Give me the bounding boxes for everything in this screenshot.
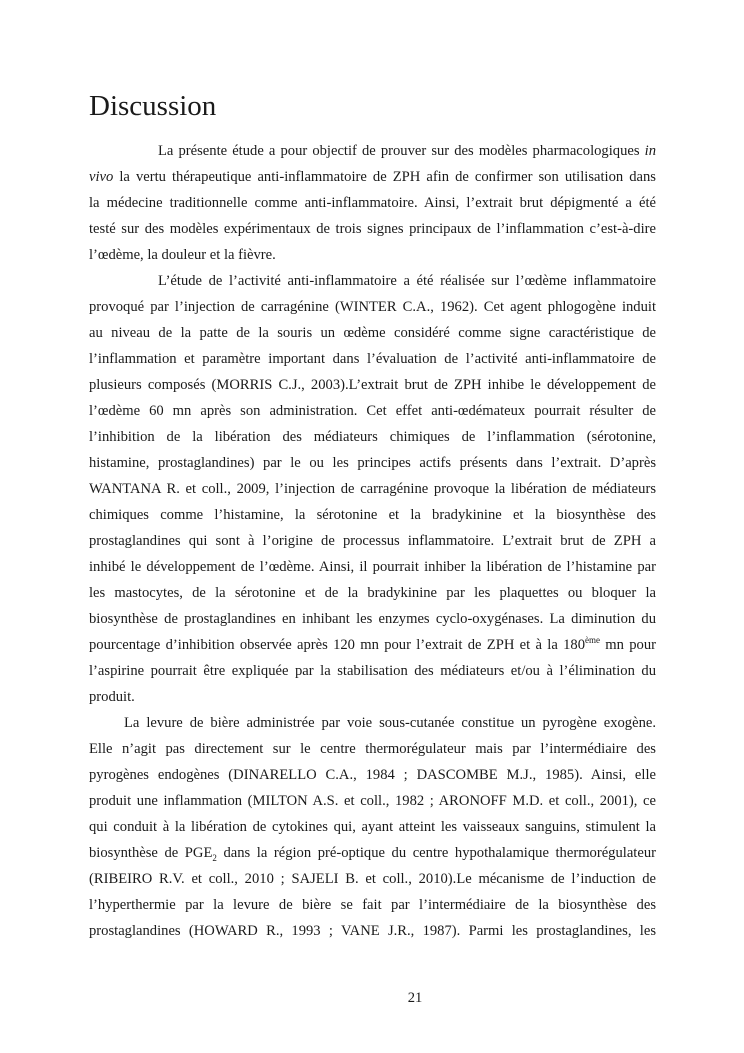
text-line: L’étude de l’activité anti-inflammatoire a été réalisée sur l’œdème inflammatoire: [158, 273, 656, 289]
text-line: au niveau de la patte de la souris un œdème considéré comme signe caractéristique de: [89, 325, 656, 341]
text-line: l’inflammation et paramètre important dans l’évaluation de l’activité anti-inflammatoire de: [89, 351, 656, 367]
text-line: les mastocytes, de la sérotonine et de la bradykinine par les plaquettes ou bloquer la: [89, 585, 656, 601]
text-line: plusieurs composés (MORRIS C.J., 2003).L’extrait brut de ZPH inhibe le développement de: [89, 377, 656, 393]
text-line: provoqué par l’injection de carragénine (WINTER C.A., 1962). Cet agent phlogogène induit: [89, 299, 656, 315]
text-line: (RIBEIRO R.V. et coll., 2010 ; SAJELI B. et coll., 2010).Le mécanisme de l’induction de: [89, 871, 656, 887]
text-line: La présente étude a pour objectif de prouver sur des modèles pharmacologiques in: [158, 143, 656, 159]
text-line: l’œdème 60 mn après son administration. Cet effet anti-œdémateux pourrait résulter de: [89, 403, 656, 419]
text-line: vivo la vertu thérapeutique anti-inflammatoire de ZPH afin de confirmer son utilisation dans: [89, 169, 656, 185]
section-title: Discussion: [89, 90, 217, 122]
text-line: l’aspirine pourrait être expliquée par la stabilisation des médiateurs et/ou à l’élimination du: [89, 663, 656, 679]
text-line: La levure de bière administrée par voie sous-cutanée constitue un pyrogène exogène.: [124, 715, 656, 731]
text-line: chimiques comme l’histamine, la sérotonine et la bradykinine et la biosynthèse des: [89, 507, 656, 523]
text-line: WANTANA R. et coll., 2009, l’injection de carragénine provoque la libération de médiateurs: [89, 481, 656, 497]
text-line: produit.: [89, 689, 135, 705]
text-line: histamine, prostaglandines) par le ou les principes actifs présents dans l’extrait. D’après: [89, 455, 656, 471]
text-line: prostaglandines qui sont à l’origine de processus inflammatoire. L’extrait brut de ZPH a: [89, 533, 656, 549]
text-line: testé sur des modèles expérimentaux de trois signes principaux de l’inflammation c’est-à-dire: [89, 221, 656, 237]
text-line: biosynthèse de $PGE_2$ dans la région pré-optique du centre hypothalamique thermorégulateur: [89, 845, 656, 863]
text-line: pyrogènes endogènes (DINARELLO C.A., 1984 ; DASCOMBE M.J., 1985). Ainsi, elle: [89, 767, 656, 783]
text-line: Elle n’agit pas directement sur le centre thermorégulateur mais par l’intermédiaire des: [89, 741, 656, 757]
text-line: l’œdème, la douleur et la fièvre.: [89, 247, 276, 263]
page-number: 21: [407, 990, 423, 1006]
text-line: biosynthèse de prostaglandines en inhibant les enzymes cyclo-oxygénases. La diminution du: [89, 611, 656, 627]
text-line: produit une inflammation (MILTON A.S. et coll., 1982 ; ARONOFF M.D. et coll., 2001), ce: [89, 793, 656, 809]
text-line: la médecine traditionnelle comme anti-inflammatoire. Ainsi, l’extrait brut dépigmenté a été: [89, 195, 656, 211]
text-line: pourcentage d’inhibition observée après 120 mn pour l’extrait de ZPH et à la 180ème mn pour: [89, 635, 656, 653]
text-line: l’inhibition de la libération des médiateurs chimiques de l’inflammation (sérotonine,: [89, 429, 656, 445]
text-line: l’hyperthermie par la levure de bière se fait par l’intermédiaire de la biosynthèse des: [89, 897, 656, 913]
text-line: inhibé le développement de l’œdème. Ainsi, il pourrait inhiber la libération de l’histamine par: [89, 559, 656, 575]
text-line: prostaglandines (HOWARD R., 1993 ; VANE J.R., 1987). Parmi les prostaglandines, les: [89, 923, 656, 939]
text-line: qui conduit à la libération de cytokines qui, ayant atteint les vaisseaux sanguins, stimulent la: [89, 819, 656, 835]
